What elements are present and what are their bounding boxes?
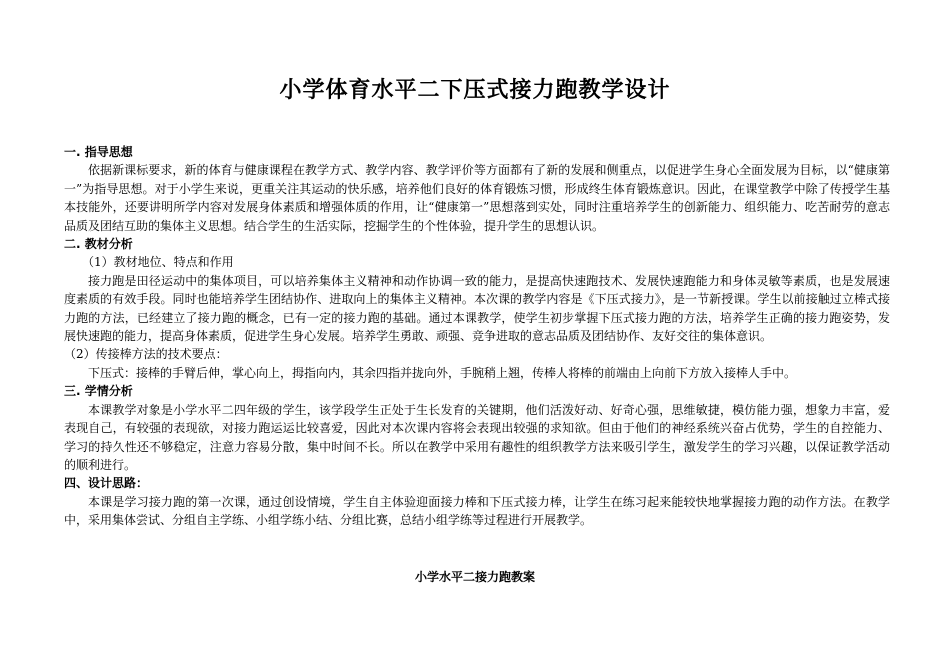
material-subheading-2: （2）传接棒方法的技术要点： [64, 347, 228, 362]
section-heading-material-analysis: 二. 教材分析 [64, 237, 133, 252]
lesson-plan-subtitle: 小学水平二接力跑教案 [414, 570, 535, 584]
learner-analysis-paragraph: 本课教学对象是小学水平二四年级的学生，该学段学生正处于生长发育的关键期，他们活泼好动、好奇心强，思维敏捷，模仿能力强，想象力丰富，爱表现自己，有较强的表现欲，对接力跑运运比较喜爱，因此对本次课内容将会表现出较强的求知欲。但由于他们的神经系统兴奋占优势，学生的自控能力、学习的持久性还不够稳定，注意力容易分散，集中时间不长。所以在教学中采用有趣性的组织教学方法来吸引学生，激发学生的学习兴趣，以保证教学活动的顺利进行。 [64, 402, 890, 472]
material-paragraph-2: 下压式：接棒的手臂后伸，掌心向上，拇指向内，其余四指并拢向外，手腕稍上翘，传棒人将棒的前端由上向前下方放入接棒人手中。 [88, 365, 797, 380]
guiding-thought-paragraph: 依据新课标要求，新的体育与健康课程在教学方式、教学内容、教学评价等方面都有了新的发展和侧重点，以促进学生身心全面发展为目标，以“健康第一”为指导思想。对于小学生来说，更重关注其运动的快乐感，培养他们良好的体育锻炼习惯，形成终生体育锻炼意识。因此，在课堂教学中除了传授学生基本技能外，还要讲明所学内容对发展身体素质和增强体质的作用，让“健康第一”思想落到实处，同时注重培养学生的创新能力、组织能力、吃苦耐劳的意志品质及团结互助的集体主义思想。结合学生的生活实际，挖掘学生的个性体验，提升学生的思想认识。 [64, 163, 890, 233]
design-approach-paragraph: 本课是学习接力跑的第一次课，通过创设情境，学生自主体验迎面接力棒和下压式接力棒，让学生在练习起来能较快地掌握接力跑的动作方法。在教学中，采用集体尝试、分组自主学练、小组学练小结、分组比赛，总结小组学练等过程进行开展教学。 [64, 494, 890, 528]
document-title: 小学体育水平二下压式接力跑教学设计 [279, 78, 671, 103]
section-heading-guiding-thought: 一. 指导思想 [64, 145, 133, 159]
section-heading-design-approach: 四、设计思路： [64, 476, 149, 491]
material-paragraph-1: 接力跑是田径运动中的集体项目，可以培养集体主义精神和动作协调一致的能力，是提高快速跑技术、发展快速跑能力和身体灵敏等素质，也是发展速度素质的有效手段。同时也能培养学生团结协作、进取向上的集体主义精神。本次课的教学内容是《下压式接力》，是一节新授课。学生以前接触过立棒式接力跑的方法，已经建立了接力跑的概念，已有一定的接力跑的基础。通过本课教学，使学生初步掌握下压式接力跑的方法，培养学生正确的接力跑姿势，发展快速跑的能力，提高身体素质，促进学生身心发展。培养学生勇敢、顽强、竞争进取的意志品质及团结协作、友好交往的集体意识。 [64, 273, 890, 344]
section-heading-learner-analysis: 三. 学情分析 [64, 384, 133, 399]
document-body [64, 143, 890, 530]
material-subheading-1: （1）教材地位、特点和作用 [82, 255, 234, 270]
